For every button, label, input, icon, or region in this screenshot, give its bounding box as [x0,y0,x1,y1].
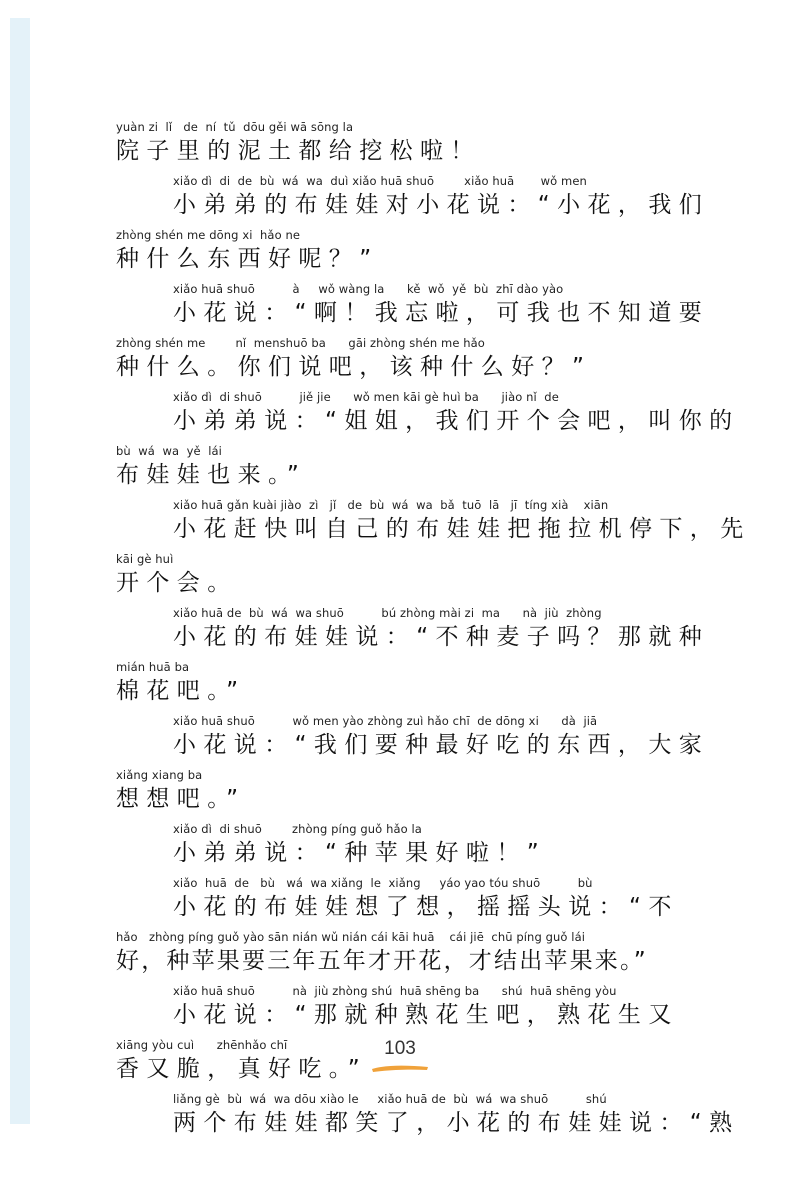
hanzi-line: 布娃娃也来。” [116,462,307,488]
hanzi-line: 院子里的泥土都给挖松啦！ [116,138,481,164]
pinyin-line: mián huā ba [116,660,190,674]
text-line [116,928,682,982]
brush-stroke-decoration [370,1062,430,1074]
pinyin-line: bù wá wa yě lái [116,444,222,458]
story-text [116,118,751,1144]
pinyin-line: xiǎo huā shuō à wǒ wàng la kě wǒ yě bù zhī dào yào [173,282,564,296]
pinyin-line: yuàn zi lǐ de ní tǔ dōu gěi wā sōng la [116,120,354,134]
text-line [116,388,740,442]
text-line [116,712,710,766]
pinyin-line: zhòng shén me dōng xi hǎo ne [116,228,301,242]
pinyin-line: zhòng shén me nǐ menshuō ba gāi zhòng shén me hǎo [116,336,485,350]
hanzi-line: 棉花吧。” [116,678,246,704]
text-line [116,334,682,388]
brush-stroke-path [372,1066,428,1072]
text-line [116,172,710,226]
hanzi-line: 小弟弟的布娃娃对小花说：“小花，我们 [173,192,710,218]
hanzi-line: 开个会。 [116,570,238,596]
text-line [116,874,682,928]
pinyin-line: xiǎo huā de bù wá wa shuō bú zhòng mài zi ma nà jiù zhòng [173,606,602,620]
hanzi-line: 小弟弟说：“种苹果好啦！” [173,840,547,866]
text-line [116,604,710,658]
text-line [116,550,682,604]
text-line [116,658,682,712]
pinyin-line: xiǎo huā gǎn kuài jiào zì jǐ de bù wá wa bǎ tuō lā jī tíng xià xiān [173,498,609,512]
text-line [116,226,682,280]
hanzi-line: 好，种苹果要三年五年才开花，才结出苹果来。” [116,948,648,974]
pinyin-line: xiǎo dì di de bù wá wa duì xiǎo huā shuō xiǎo huā wǒ men [173,174,587,188]
pinyin-line: xiǎo huā shuō nà jiù zhòng shú huā shēng ba shú huā shēng yòu [173,984,617,998]
pinyin-line: xiǎo huā de bù wá wa xiǎng le xiǎng yáo yao tóu shuō bù [173,876,593,890]
hanzi-line: 想想吧。” [116,786,246,812]
hanzi-line: 小花的布娃娃想了想，摇摇头说：“不 [173,894,679,920]
hanzi-line: 小花说：“那就种熟花生吧，熟花生又 [173,1002,679,1028]
hanzi-line: 小花说：“啊！我忘啦，可我也不知道要 [173,300,710,326]
text-line [116,820,682,874]
page-number: 103 [384,1038,416,1059]
pinyin-line: hǎo zhòng píng guǒ yào sān nián wǔ nián cái kāi huā cái jiē chū píng guǒ lái [116,930,586,944]
hanzi-line: 种什么。你们说吧，该种什么好？” [116,354,592,380]
hanzi-line: 小花说：“我们要种最好吃的东西，大家 [173,732,710,758]
hanzi-line: 小花的布娃娃说：“不种麦子吗？那就种 [173,624,710,650]
text-line [116,442,682,496]
text-line [116,280,710,334]
pinyin-line: kāi gè huì [116,552,174,566]
text-line [116,496,751,550]
hanzi-line: 两个布娃娃都笑了，小花的布娃娃说：“熟 [173,1110,740,1136]
pinyin-line: xiǎo dì di shuō jiě jie wǒ men kāi gè huì ba jiào nǐ de [173,390,559,404]
pinyin-line: xiǎo dì di shuō zhòng píng guǒ hǎo la [173,822,422,836]
text-line [116,982,682,1036]
hanzi-line: 香又脆，真好吃。” [116,1056,368,1082]
pinyin-line: liǎng gè bù wá wa dōu xiào le xiǎo huā de bù wá wa shuō shú [173,1092,607,1106]
pinyin-line: xiāng yòu cuì zhēnhǎo chī [116,1038,288,1052]
hanzi-line: 小花赶快叫自己的布娃娃把拖拉机停下，先 [173,516,751,542]
hanzi-line: 小弟弟说：“姐姐，我们开个会吧，叫你的 [173,408,740,434]
side-margin-strip [10,18,30,1124]
pinyin-line: xiǎo huā shuō wǒ men yào zhòng zuì hǎo chī de dōng xi dà jiā [173,714,598,728]
text-line [116,1090,740,1144]
pinyin-line: xiǎng xiang ba [116,768,203,782]
hanzi-line: 种什么东西好呢？” [116,246,379,272]
text-line [116,118,682,172]
text-line [116,766,682,820]
